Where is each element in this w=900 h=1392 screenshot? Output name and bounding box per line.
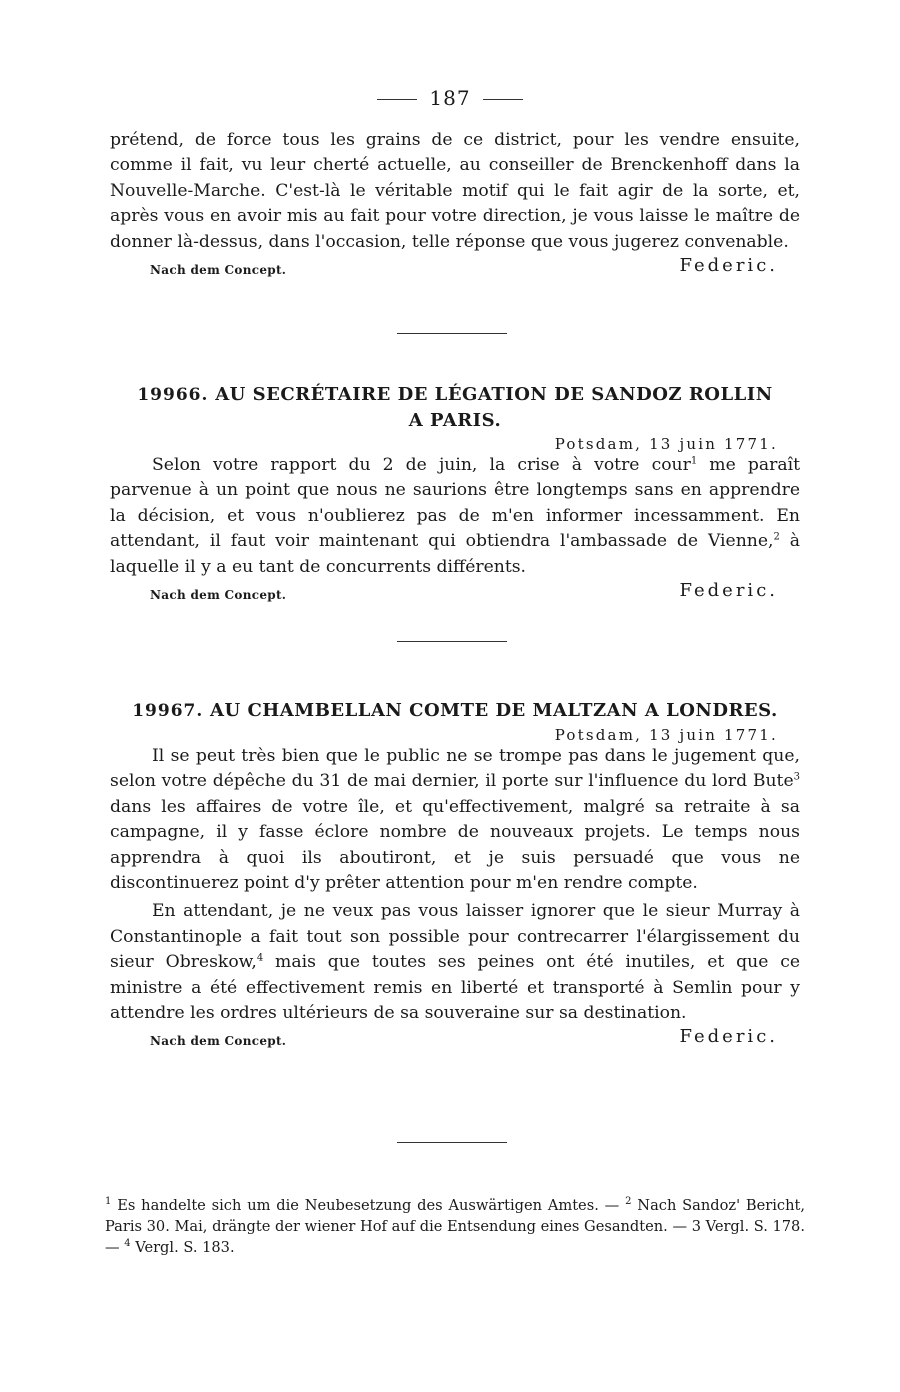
text-line: la sorte, et, après vous en avoir mis au fait pour votre direction, je: [110, 180, 801, 227]
text-line: vous laisse le maître de donner là-dessus, dans l'occasion, telle réponse: [110, 206, 800, 252]
body-text: me paraît parvenue à un point que nous ne saurions être longtemps sans en apprendre la décision, et vous n'oublierez pas de m'en informer incessamment. En attendant, il faut voir maintenant qui obtiendra l'ambassade de Vienne,: [110, 455, 800, 552]
footnote-4: Vergl. S. 183.: [130, 1239, 235, 1256]
closing: [110, 255, 800, 285]
body-text: Il se peut très bien que le public ne se trompe pas dans le jugement que, selon votre dépêche du 31 de mai dernier, il porte sur l'influence du lord Bute: [110, 746, 800, 792]
footnote-2: Nach Sandoz' Bericht, Paris 30. Mai, drängte der wiener Hof auf die Entsendung eines Gesandten. —: [105, 1197, 806, 1235]
footnote-text: [105, 1195, 805, 1258]
folio-text: 187: [429, 86, 471, 110]
body-text: dans les affaires de votre île, et qu'effectivement, malgré sa retraite à sa campagne, il y fasse éclore nombre de nouveaux projets. Le temps nous apprendra à quoi ils aboutiront, et je suis persuadé que vous ne discontinuerez point d'y prêter attention pour m'en rendre compte.: [110, 796, 800, 894]
footnote-number: 3: [691, 1218, 701, 1235]
signature: Federic.: [679, 255, 778, 277]
body-text: En attendant, je ne veux pas vous laisser ignorer que le sieur Murray à Constantinople a fait tout son possible pour contrecarrer l'élargissement du sieur Obreskow,: [110, 901, 800, 973]
continued-paragraph: [110, 128, 800, 255]
signature: Federic.: [679, 580, 778, 602]
body-text: Selon votre rapport du 2 de juin, la crise à votre cour: [152, 455, 691, 475]
closing: [110, 1026, 800, 1056]
text-line: que vous jugerez convenable.: [530, 231, 789, 252]
footnote-number: 4: [124, 1238, 131, 1250]
text-line: prétend, de force tous les grains de ce district, pour les vendre ensuite,: [110, 130, 800, 150]
letter-heading: [110, 698, 800, 724]
footnote-1: Es handelte sich um die Neubesetzung des Auswärtigen Amtes. —: [111, 1197, 626, 1214]
letter-body-paragraph: [110, 899, 800, 1026]
section-divider: [397, 641, 507, 642]
letter-title-line2: A PARIS.: [408, 410, 502, 431]
footnote-ref: 2: [773, 531, 780, 543]
footnote-number: 2: [625, 1196, 632, 1208]
letter-19967: [110, 698, 800, 1056]
letter-title: AU CHAMBELLAN COMTE DE MALTZAN A LONDRES.: [210, 700, 778, 721]
letter-number: 19966.: [137, 385, 209, 405]
signature: Federic.: [679, 1026, 778, 1048]
footnotes: [105, 1195, 805, 1258]
text-line: comme il fait, vu leur cherté actuelle, au conseiller de Brenckenhoff: [110, 155, 728, 176]
letter-19966: [110, 382, 800, 610]
folio-dash-left: [377, 99, 417, 100]
body-text: mais que toutes ses peines ont été inutiles, et que ce ministre a été effectivement remis en liberté et transporté à Semlin pour y attendre les ordres ultérieurs de sa souveraine sur sa destination.: [110, 952, 801, 1024]
continued-letter: [110, 128, 800, 285]
dateline: Potsdam, 13 juin 1771.: [554, 726, 778, 744]
page-number: [0, 86, 900, 110]
footnote-ref: 3: [793, 771, 800, 783]
letter-body: [110, 453, 800, 580]
source-note: Nach dem Concept.: [150, 588, 287, 603]
footnote-number: 1: [105, 1196, 112, 1208]
source-note: Nach dem Concept.: [150, 263, 287, 278]
section-divider: [397, 333, 507, 334]
dateline: Potsdam, 13 juin 1771.: [554, 435, 778, 453]
folio-dash-right: [483, 99, 523, 100]
closing: [110, 580, 800, 610]
footnote-3: Vergl. S. 178. —: [105, 1218, 805, 1256]
section-divider: [397, 1142, 507, 1143]
text-line: dans la Nouvelle-Marche. C'est-là le véritable motif qui le fait agir de: [110, 155, 800, 201]
letter-body-paragraph: [110, 744, 800, 896]
source-note: Nach dem Concept.: [150, 1034, 287, 1049]
footnote-ref: 1: [690, 455, 698, 467]
body-text: à laquelle il y a eu tant de concurrents différents.: [110, 531, 800, 577]
letter-number: 19967.: [132, 701, 204, 721]
footnote-ref: 4: [256, 952, 264, 964]
letter-heading: [110, 382, 800, 433]
letter-title: AU SECRÉTAIRE DE LÉGATION DE SANDOZ ROLLIN: [215, 384, 773, 405]
